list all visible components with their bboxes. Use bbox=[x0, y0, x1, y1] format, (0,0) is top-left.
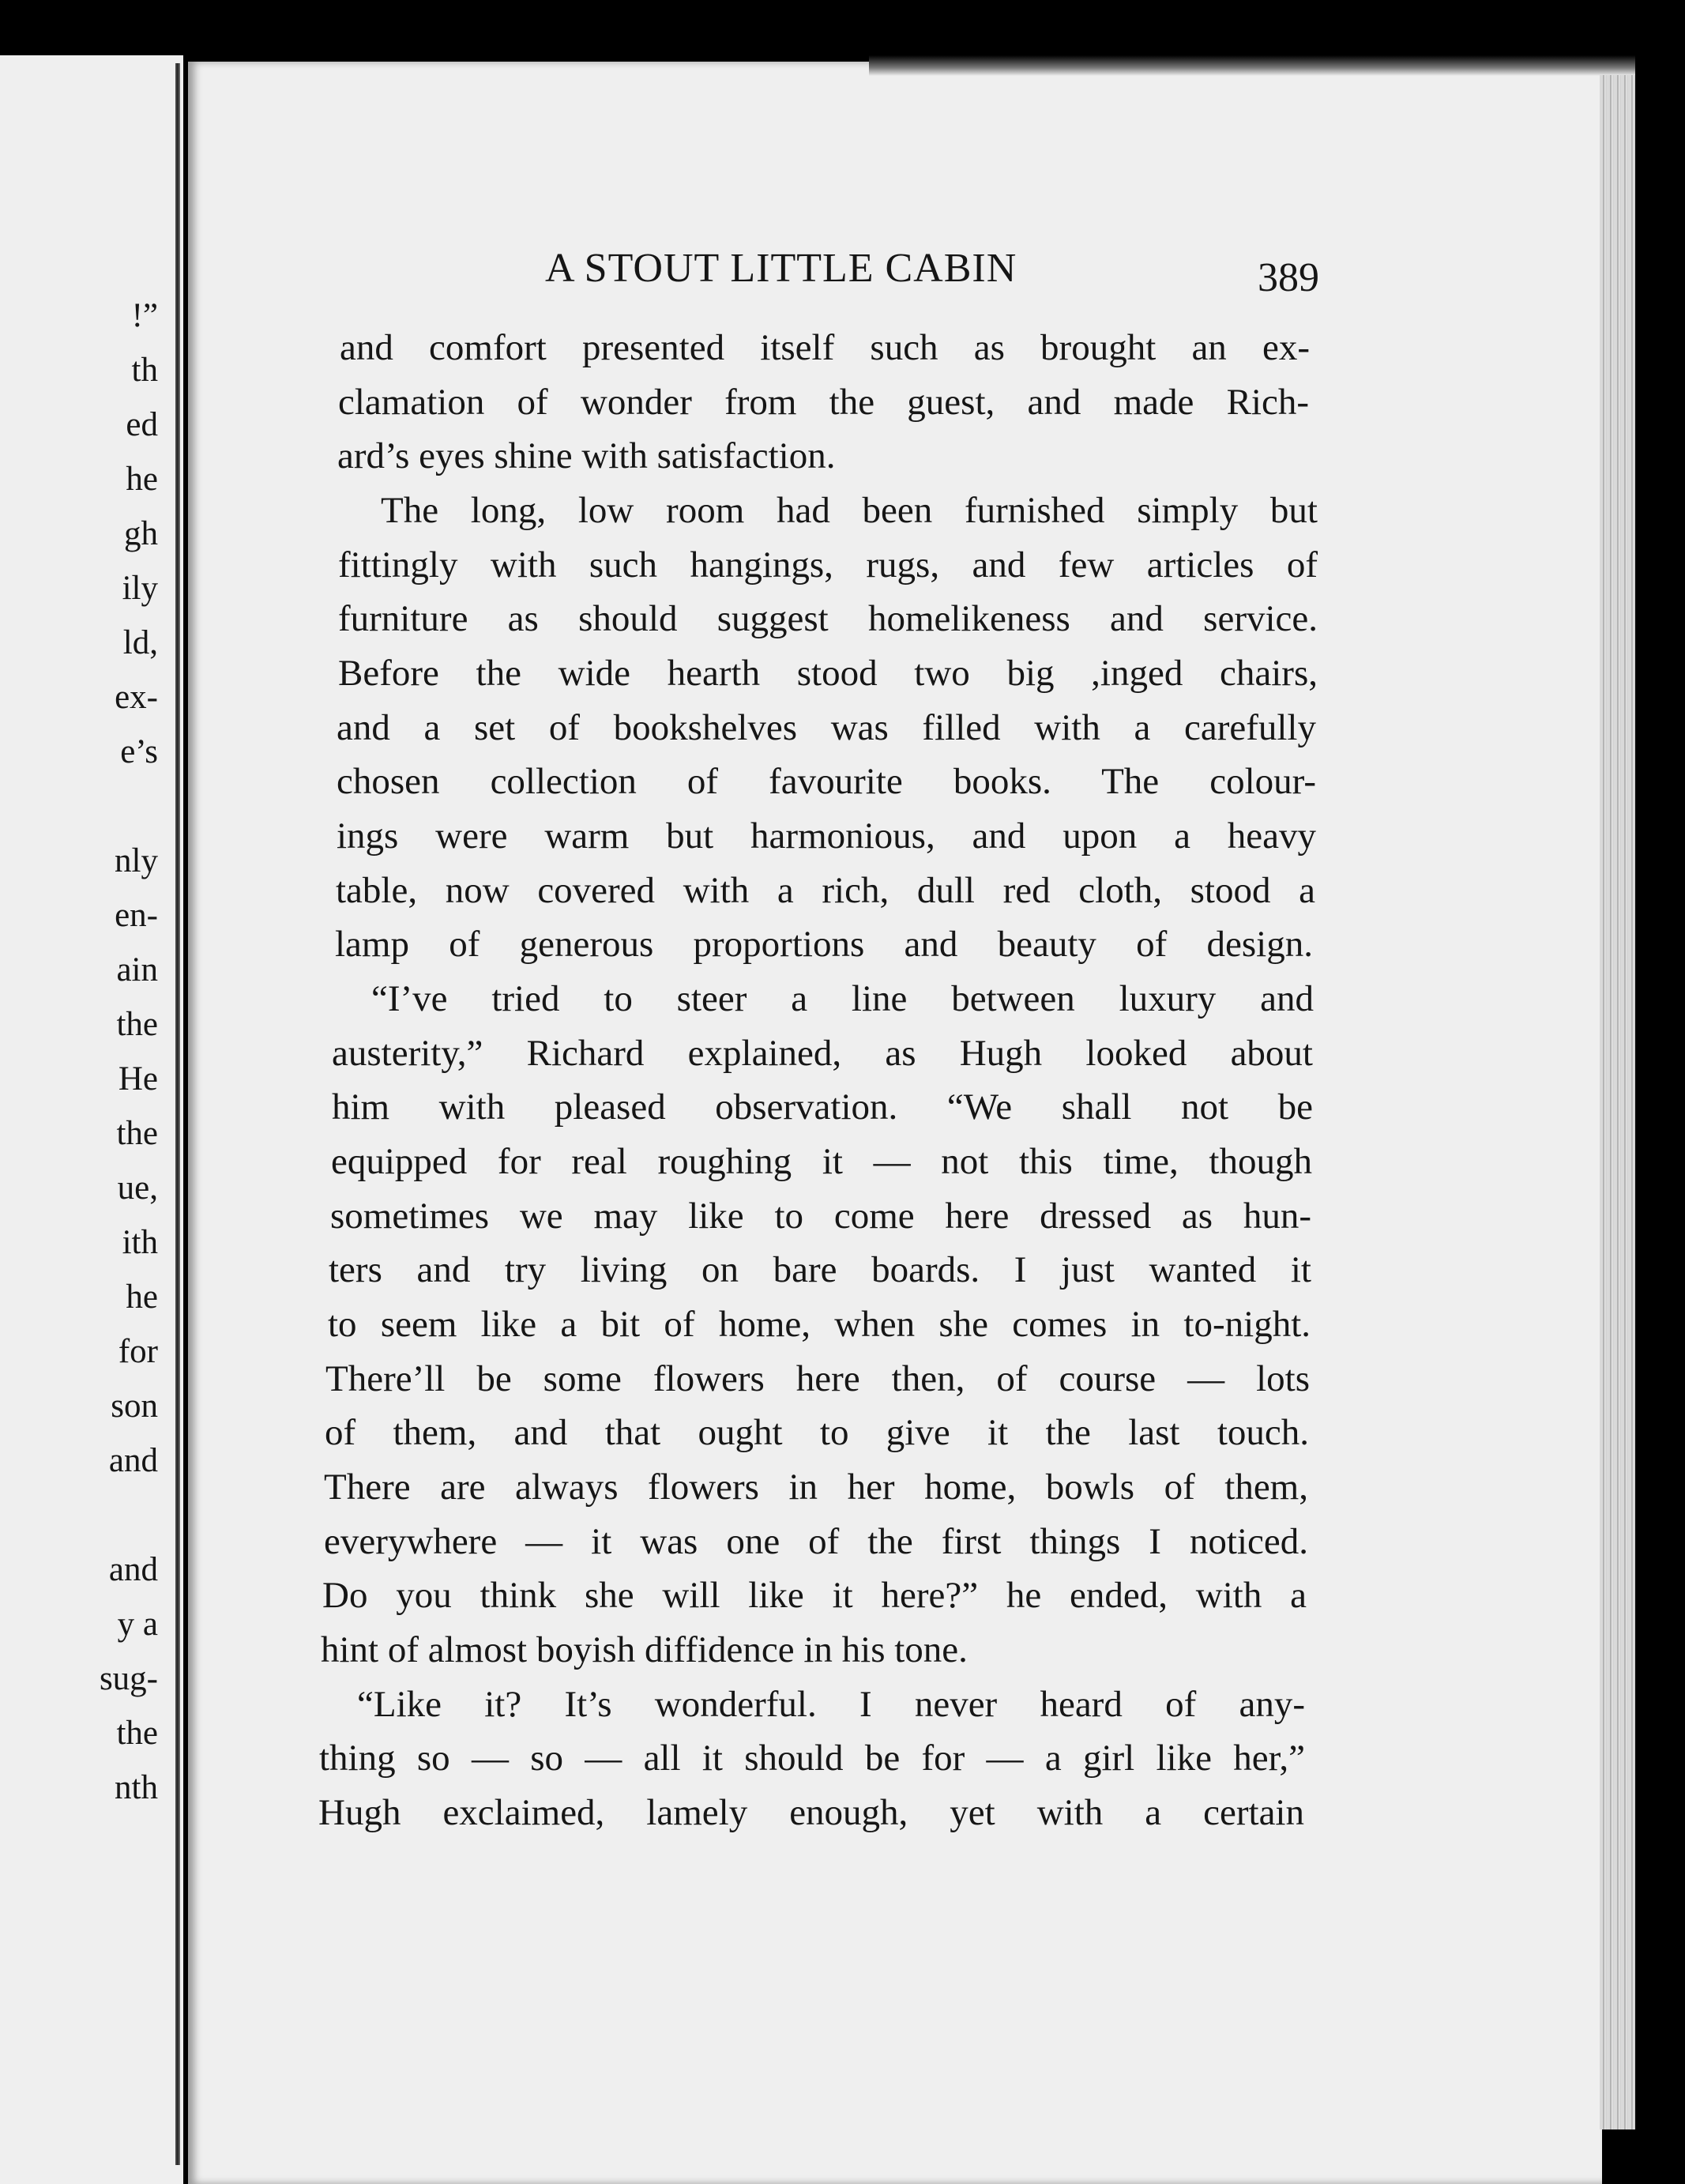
facing-line: gh bbox=[124, 515, 158, 552]
text-line: and a set of bookshelves was filled with a carefully bbox=[337, 707, 1316, 748]
text-line: ters and try living on bare boards. I just wanted it bbox=[329, 1249, 1311, 1290]
text-line: Before the wide hearth stood two big ,inged chairs, bbox=[338, 653, 1318, 694]
text-line: austerity,” Richard explained, as Hugh looked about bbox=[332, 1033, 1313, 1074]
facing-line: ex- bbox=[115, 679, 158, 716]
text-line: everywhere — it was one of the first things I noticed. bbox=[324, 1521, 1308, 1562]
facing-line: ily bbox=[122, 570, 158, 607]
facing-line: He bbox=[118, 1060, 158, 1098]
facing-line: the bbox=[116, 1006, 158, 1043]
text-line: Hugh exclaimed, lamely enough, yet with a certain bbox=[318, 1792, 1304, 1833]
text-line: him with pleased observation. “We shall not be bbox=[332, 1086, 1313, 1128]
text-line: The long, low room had been furnished simply but bbox=[381, 490, 1318, 531]
facing-line: !” bbox=[131, 297, 158, 334]
text-line: “Like it? It’s wonderful. I never heard of any- bbox=[357, 1684, 1305, 1725]
facing-line: and bbox=[108, 1551, 158, 1588]
text-line: sometimes we may like to come here dressed as hun- bbox=[330, 1196, 1311, 1237]
facing-line: y a bbox=[117, 1606, 158, 1643]
text-line: thing so — so — all it should be for — a girl like her,” bbox=[319, 1738, 1305, 1779]
text-line: There’ll be some flowers here then, of course — lots bbox=[325, 1358, 1310, 1399]
page-number: 389 bbox=[1258, 255, 1319, 300]
text-line: clamation of wonder from the guest, and made Rich- bbox=[338, 382, 1309, 423]
facing-line: for bbox=[118, 1333, 158, 1370]
text-line: and comfort presented itself such as brought an ex- bbox=[340, 327, 1310, 368]
facing-line: the bbox=[116, 1715, 158, 1752]
facing-line: sug- bbox=[99, 1660, 158, 1697]
facing-line: ue, bbox=[117, 1169, 158, 1207]
text-line: table, now covered with a rich, dull red cloth, stood a bbox=[336, 870, 1315, 911]
facing-line: nly bbox=[115, 842, 158, 879]
text-line: ings were warm but harmonious, and upon a heavy bbox=[337, 815, 1316, 857]
facing-line: th bbox=[131, 352, 158, 389]
text-line: There are always flowers in her home, bowls of them, bbox=[324, 1467, 1308, 1508]
text-line: “I’ve tried to steer a line between luxury and bbox=[371, 978, 1314, 1019]
running-head: A STOUT LITTLE CABIN bbox=[545, 246, 1017, 291]
text-line: Do you think she will like it here?” he ended, with a bbox=[322, 1575, 1307, 1616]
text-line: lamp of generous proportions and beauty of design. bbox=[335, 924, 1313, 965]
facing-line: ith bbox=[122, 1224, 158, 1261]
facing-line: ain bbox=[116, 951, 158, 988]
facing-line: he bbox=[126, 1278, 158, 1316]
facing-line: ld, bbox=[122, 624, 158, 661]
facing-line: son bbox=[111, 1388, 158, 1425]
text-line: of them, and that ought to give it the last touch. bbox=[325, 1412, 1309, 1453]
facing-line: ed bbox=[126, 406, 158, 443]
text-line: chosen collection of favourite books. The colour- bbox=[337, 761, 1316, 802]
text-line: to seem like a bit of home, when she comes in to-night. bbox=[328, 1304, 1311, 1345]
text-line: furniture as should suggest homelikeness and service. bbox=[338, 598, 1318, 639]
facing-line: and bbox=[108, 1442, 158, 1479]
text-line: equipped for real roughing it — not this time, though bbox=[331, 1141, 1312, 1182]
text-line: ard’s eyes shine with satisfaction. bbox=[337, 435, 836, 476]
text-line: hint of almost boyish diffidence in his tone. bbox=[321, 1629, 968, 1670]
facing-line: he bbox=[126, 461, 158, 498]
facing-line: the bbox=[116, 1115, 158, 1152]
facing-line: nth bbox=[115, 1769, 158, 1806]
text-line: fittingly with such hangings, rugs, and few articles of bbox=[338, 544, 1318, 586]
facing-line: e’s bbox=[120, 733, 158, 770]
facing-line: en- bbox=[115, 897, 158, 934]
